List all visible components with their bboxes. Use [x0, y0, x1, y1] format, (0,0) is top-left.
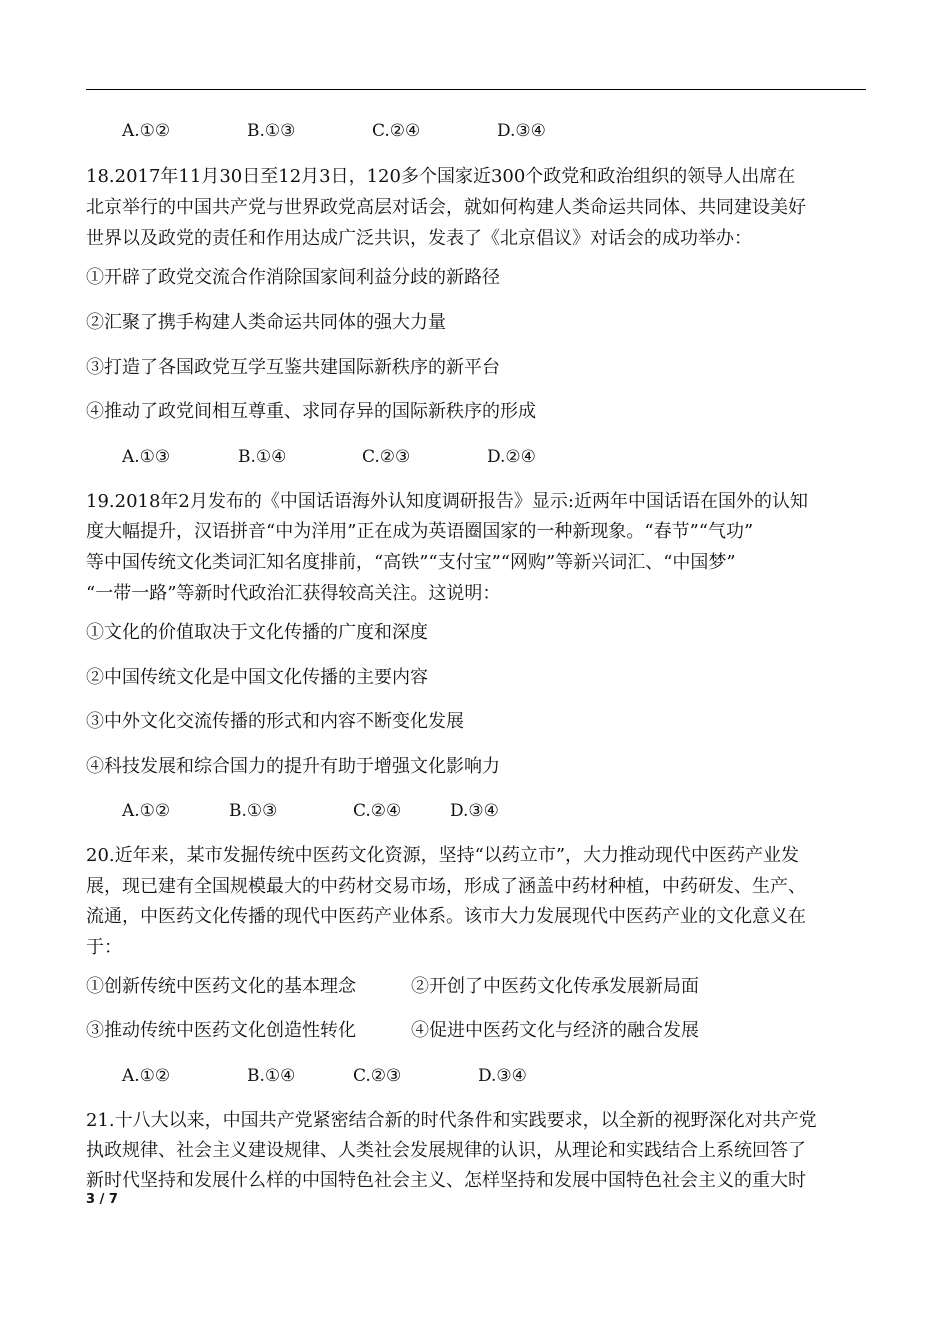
q20-stem-line: 20.近年来，某市发掘传统中医药文化资源，坚持“以药立市”，大力推动现代中医药产业发 — [86, 845, 800, 866]
q18-stem-line: 北京举行的中国共产党与世界政党高层对话会，就如何构建人类命运共同体、共同建设美好 — [86, 197, 806, 218]
q18-option-a: A.①③ — [122, 447, 171, 467]
q18-item-3: ③打造了各国政党互学互鉴共建国际新秩序的新平台 — [86, 357, 500, 378]
q20-stem-line: 流通，中医药文化传播的现代中医药产业体系。该市大力发展现代中医药产业的文化意义在 — [86, 906, 806, 927]
q19-stem-line: “一带一路”等新时代政治汇获得较高关注。这说明： — [86, 583, 501, 604]
q20-option-c: C.②③ — [353, 1066, 402, 1086]
q19-option-c: C.②④ — [353, 801, 402, 821]
q21-stem-line: 新时代坚持和发展什么样的中国特色社会主义、怎样坚持和发展中国特色社会主义的重大时 — [86, 1170, 806, 1191]
q19-option-a: A.①② — [122, 801, 171, 821]
q20-item-2: ②开创了中医药文化传承发展新局面 — [411, 976, 699, 997]
q17-option-c: C.②④ — [372, 121, 421, 141]
page-number: 3 / 7 — [86, 1192, 118, 1207]
q19-option-d: D.③④ — [450, 801, 499, 821]
q19-options — [0, 800, 950, 822]
q19-item-4: ④科技发展和综合国力的提升有助于增强文化影响力 — [86, 756, 500, 777]
q20-option-d: D.③④ — [478, 1066, 527, 1086]
q19-stem-line: 19.2018年2月发布的《中国话语海外认知度调研报告》显示:近两年中国话语在国外的认知 — [86, 491, 808, 512]
q17-option-a: A.①② — [122, 121, 171, 141]
q19-option-b: B.①③ — [229, 801, 278, 821]
q17-option-b: B.①③ — [247, 121, 296, 141]
q18-item-2: ②汇聚了携手构建人类命运共同体的强大力量 — [86, 312, 446, 333]
q20-stem-line: 展，现已建有全国规模最大的中药材交易市场，形成了涵盖中药材种植，中药研发、生产、 — [86, 876, 806, 897]
q18-item-4: ④推动了政党间相互尊重、求同存异的国际新秩序的形成 — [86, 401, 536, 422]
q17-options — [0, 120, 950, 142]
q20-options — [0, 1065, 950, 1087]
q18-option-b: B.①④ — [238, 447, 287, 467]
q19-stem-line: 度大幅提升，汉语拼音“中为洋用”正在成为英语圈国家的一种新现象。“春节”“气功” — [86, 521, 754, 542]
q18-option-c: C.②③ — [362, 447, 411, 467]
q18-stem-line: 世界以及政党的责任和作用达成广泛共识，发表了《北京倡议》对话会的成功举办： — [86, 228, 752, 249]
header-rule — [86, 89, 866, 90]
q19-item-1: ①文化的价值取决于文化传播的广度和深度 — [86, 622, 428, 643]
q20-option-a: A.①② — [122, 1066, 171, 1086]
q19-item-3: ③中外文化交流传播的形式和内容不断变化发展 — [86, 711, 464, 732]
q20-item-3: ③推动传统中医药文化创造性转化 — [86, 1020, 356, 1041]
q17-option-d: D.③④ — [497, 121, 546, 141]
q20-item-4: ④促进中医药文化与经济的融合发展 — [411, 1020, 699, 1041]
q20-option-b: B.①④ — [247, 1066, 296, 1086]
q20-item-1: ①创新传统中医药文化的基本理念 — [86, 976, 356, 997]
q18-stem-line: 18.2017年11月30日至12月3日，120多个国家近300个政党和政治组织的领导人出席在 — [86, 166, 796, 187]
q18-option-d: D.②④ — [487, 447, 536, 467]
q18-options — [0, 446, 950, 468]
q19-item-2: ②中国传统文化是中国文化传播的主要内容 — [86, 667, 428, 688]
q18-item-1: ①开辟了政党交流合作消除国家间利益分歧的新路径 — [86, 267, 500, 288]
q21-stem-line: 21.十八大以来，中国共产党紧密结合新的时代条件和实践要求，以全新的视野深化对共产党 — [86, 1110, 817, 1131]
q19-stem-line: 等中国传统文化类词汇知名度排前，“高铁”“支付宝”“网购”等新兴词汇、“中国梦” — [86, 552, 736, 573]
q20-stem-line: 于： — [86, 937, 122, 958]
q21-stem-line: 执政规律、社会主义建设规律、人类社会发展规律的认识，从理论和实践结合上系统回答了 — [86, 1140, 806, 1161]
